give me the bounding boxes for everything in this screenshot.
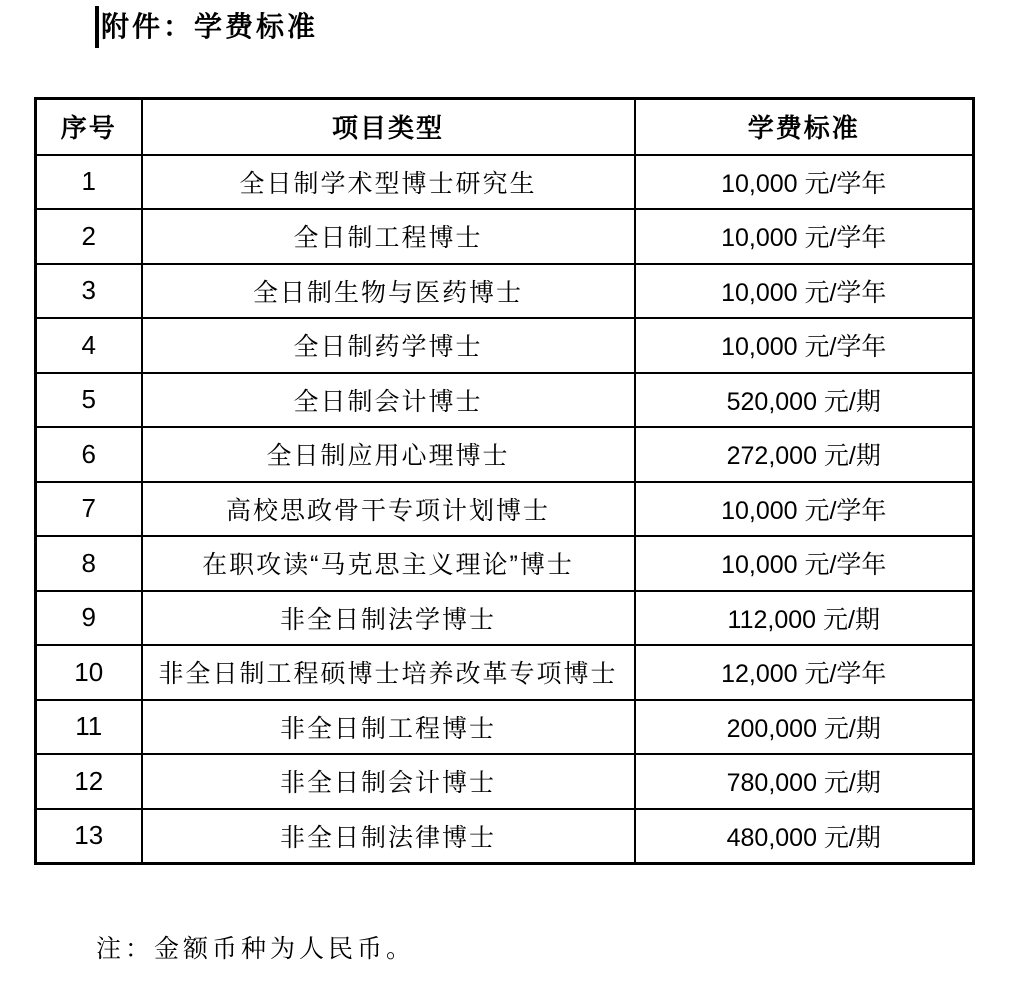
table-row: [36, 318, 974, 373]
program-type: 非全日制法学博士: [142, 591, 635, 646]
program-type: 在职攻读“马克思主义理论”博士: [142, 536, 635, 591]
row-number: 1: [36, 155, 142, 210]
row-number: 10: [36, 645, 142, 700]
fee-standard: 10,000 元/学年: [635, 264, 974, 319]
header-cell-fee: 学费标准: [635, 99, 974, 155]
program-type: 非全日制会计博士: [142, 754, 635, 809]
table-row: [36, 700, 974, 755]
table-row: [36, 482, 974, 537]
fee-standard: 10,000 元/学年: [635, 482, 974, 537]
program-type: 全日制生物与医药博士: [142, 264, 635, 319]
program-type: 非全日制工程博士: [142, 700, 635, 755]
table-row: [36, 809, 974, 864]
table-header: [36, 99, 974, 155]
program-type: 非全日制工程硕博士培养改革专项博士: [142, 645, 635, 700]
header-row: [36, 99, 974, 155]
fee-standard: 12,000 元/学年: [635, 645, 974, 700]
fee-standard: 780,000 元/期: [635, 754, 974, 809]
table-row: [36, 209, 974, 264]
program-type: 全日制工程博士: [142, 209, 635, 264]
row-number: 9: [36, 591, 142, 646]
table-row: [36, 754, 974, 809]
document-title: 附件：学费标准: [101, 11, 319, 42]
fee-standard: 10,000 元/学年: [635, 155, 974, 210]
header-cell-no: 序号: [36, 99, 142, 155]
program-type: 高校思政骨干专项计划博士: [142, 482, 635, 537]
row-number: 12: [36, 754, 142, 809]
fee-standard: 480,000 元/期: [635, 809, 974, 864]
table-row: [36, 645, 974, 700]
fee-standard: 200,000 元/期: [635, 700, 974, 755]
fee-standard: 272,000 元/期: [635, 427, 974, 482]
program-type: 全日制学术型博士研究生: [142, 155, 635, 210]
row-number: 4: [36, 318, 142, 373]
table-row: [36, 373, 974, 428]
text-cursor: [95, 6, 99, 48]
document-title-block: [95, 6, 318, 48]
table-row: [36, 155, 974, 210]
table-row: [36, 536, 974, 591]
program-type: 非全日制法律博士: [142, 809, 635, 864]
row-number: 11: [36, 700, 142, 755]
row-number: 2: [36, 209, 142, 264]
table-row: [36, 264, 974, 319]
fee-standard: 10,000 元/学年: [635, 318, 974, 373]
row-number: 8: [36, 536, 142, 591]
row-number: 6: [36, 427, 142, 482]
fee-standard: 112,000 元/期: [635, 591, 974, 646]
fee-standard: 10,000 元/学年: [635, 209, 974, 264]
table-row: [36, 591, 974, 646]
fee-standard: 520,000 元/期: [635, 373, 974, 428]
table-body: [36, 155, 974, 864]
table-row: [36, 427, 974, 482]
currency-note: 注：金额币种为人民币。: [96, 936, 416, 963]
header-cell-type: 项目类型: [142, 99, 635, 155]
row-number: 5: [36, 373, 142, 428]
row-number: 7: [36, 482, 142, 537]
fee-standard: 10,000 元/学年: [635, 536, 974, 591]
row-number: 13: [36, 809, 142, 864]
tuition-fee-table: [34, 97, 975, 865]
program-type: 全日制会计博士: [142, 373, 635, 428]
program-type: 全日制应用心理博士: [142, 427, 635, 482]
row-number: 3: [36, 264, 142, 319]
program-type: 全日制药学博士: [142, 318, 635, 373]
